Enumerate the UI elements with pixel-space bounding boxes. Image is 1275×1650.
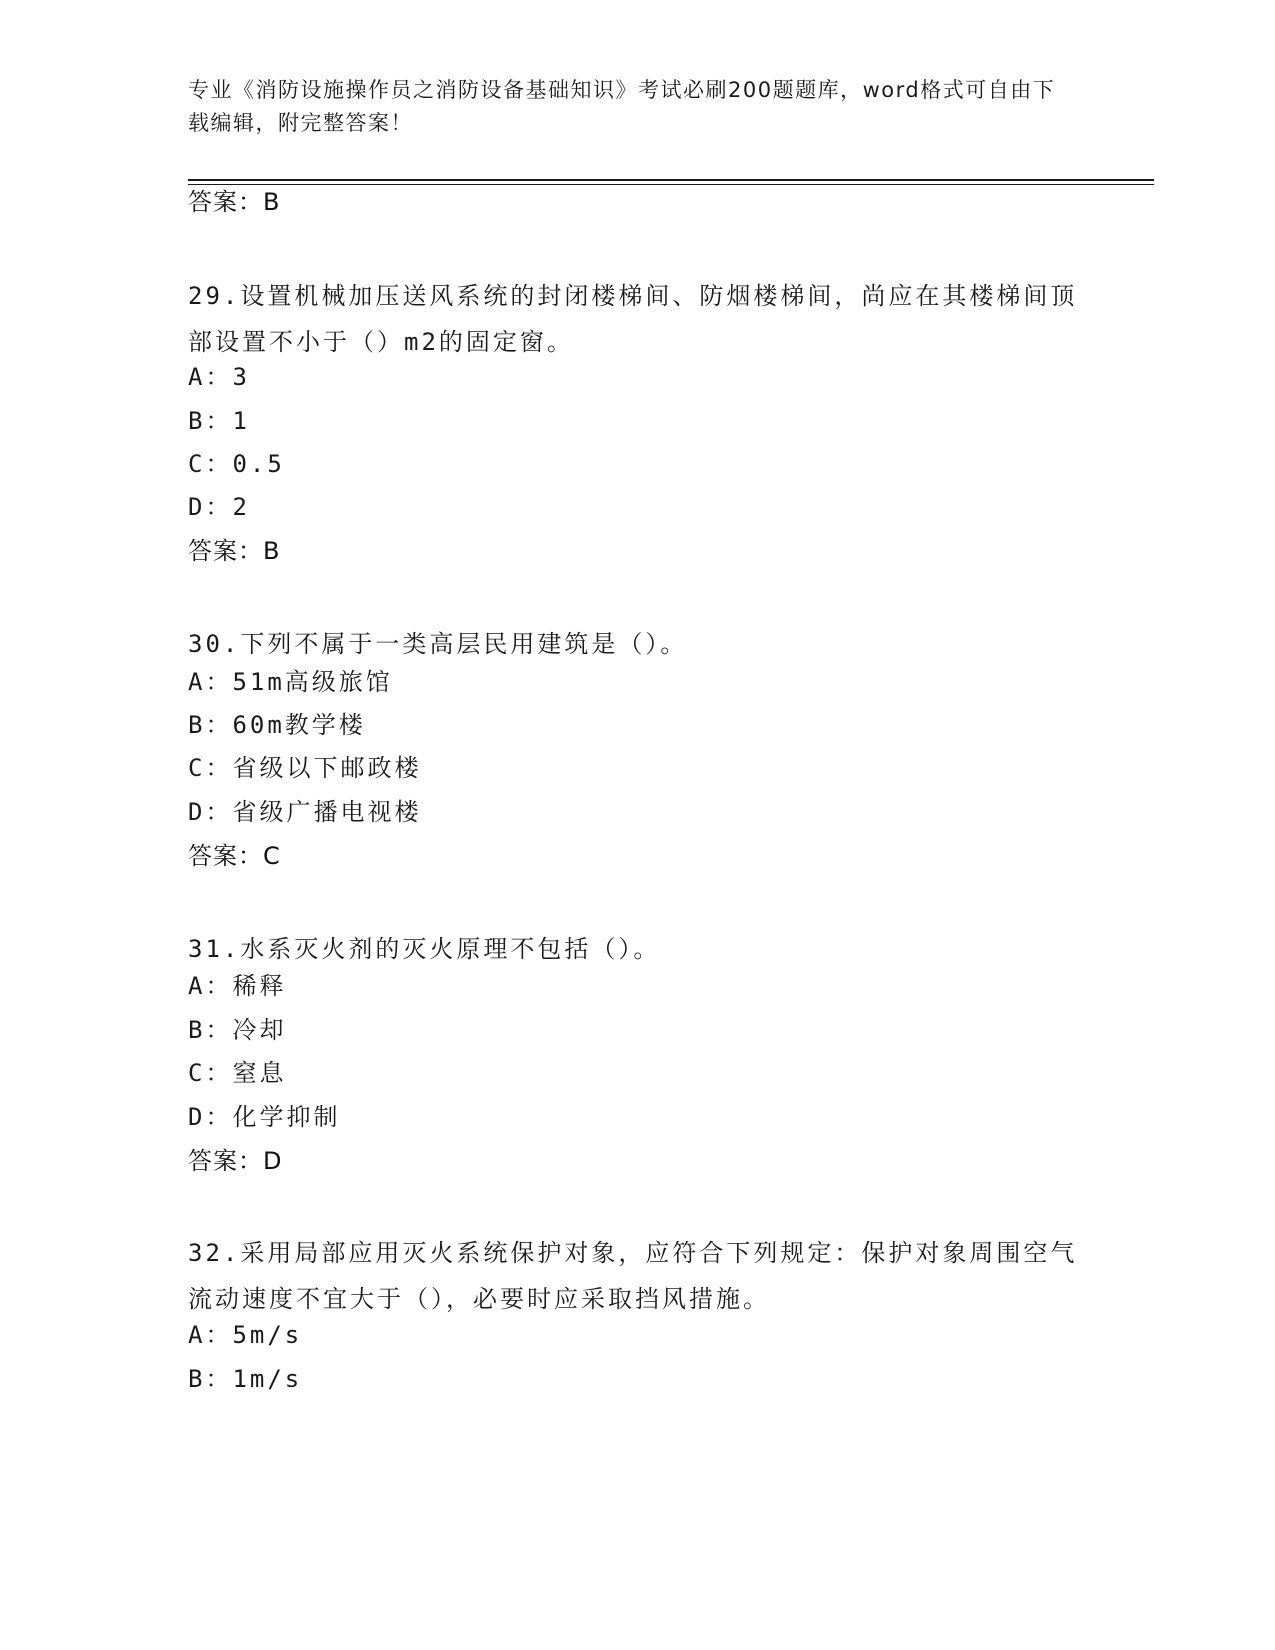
question-29-stem: 29.设置机械加压送风系统的封闭楼梯间、防烟楼梯间，尚应在其楼梯间顶部设置不小于（）m2的固定窗。: [188, 282, 1078, 356]
question-31-option-d: D：化学抑制: [188, 1103, 341, 1131]
question-30-answer: 答案：C: [188, 842, 281, 870]
question-32-option-a: A：5m/s: [188, 1321, 303, 1349]
question-32-stem: 32.采用局部应用灭火系统保护对象，应符合下列规定：保护对象周围空气流动速度不宜大于（），必要时应采取挡风措施。: [188, 1239, 1078, 1313]
question-29-answer: 答案：B: [188, 537, 281, 565]
question-30-option-b: B：60m教学楼: [188, 711, 366, 739]
question-29-option-b: B：1: [188, 407, 250, 435]
document-header: 专业《消防设施操作员之消防设备基础知识》考试必刷200题题库，word格式可自由下载编辑，附完整答案！: [188, 78, 1056, 135]
question-32-option-b: B：1m/s: [188, 1365, 303, 1393]
question-30-stem: 30.下列不属于一类高层民用建筑是（）。: [188, 630, 688, 658]
question-31-option-b: B：冷却: [188, 1016, 287, 1044]
question-31-option-a: A：稀释: [188, 972, 287, 1000]
question-30-option-d: D：省级广播电视楼: [188, 798, 422, 826]
question-30-option-a: A：51m高级旅馆: [188, 668, 393, 696]
question-31-answer: 答案：D: [188, 1147, 283, 1175]
header-divider: [188, 179, 1154, 185]
question-29-option-a: A：3: [188, 363, 250, 391]
question-29-option-d: D：2: [188, 493, 250, 521]
question-29-option-c: C：0.5: [188, 450, 285, 478]
question-31-stem: 31.水系灭火剂的灭火原理不包括（）。: [188, 935, 661, 963]
question-31-option-c: C：窒息: [188, 1059, 287, 1087]
question-30-option-c: C：省级以下邮政楼: [188, 754, 422, 782]
previous-answer: 答案：B: [188, 188, 281, 216]
